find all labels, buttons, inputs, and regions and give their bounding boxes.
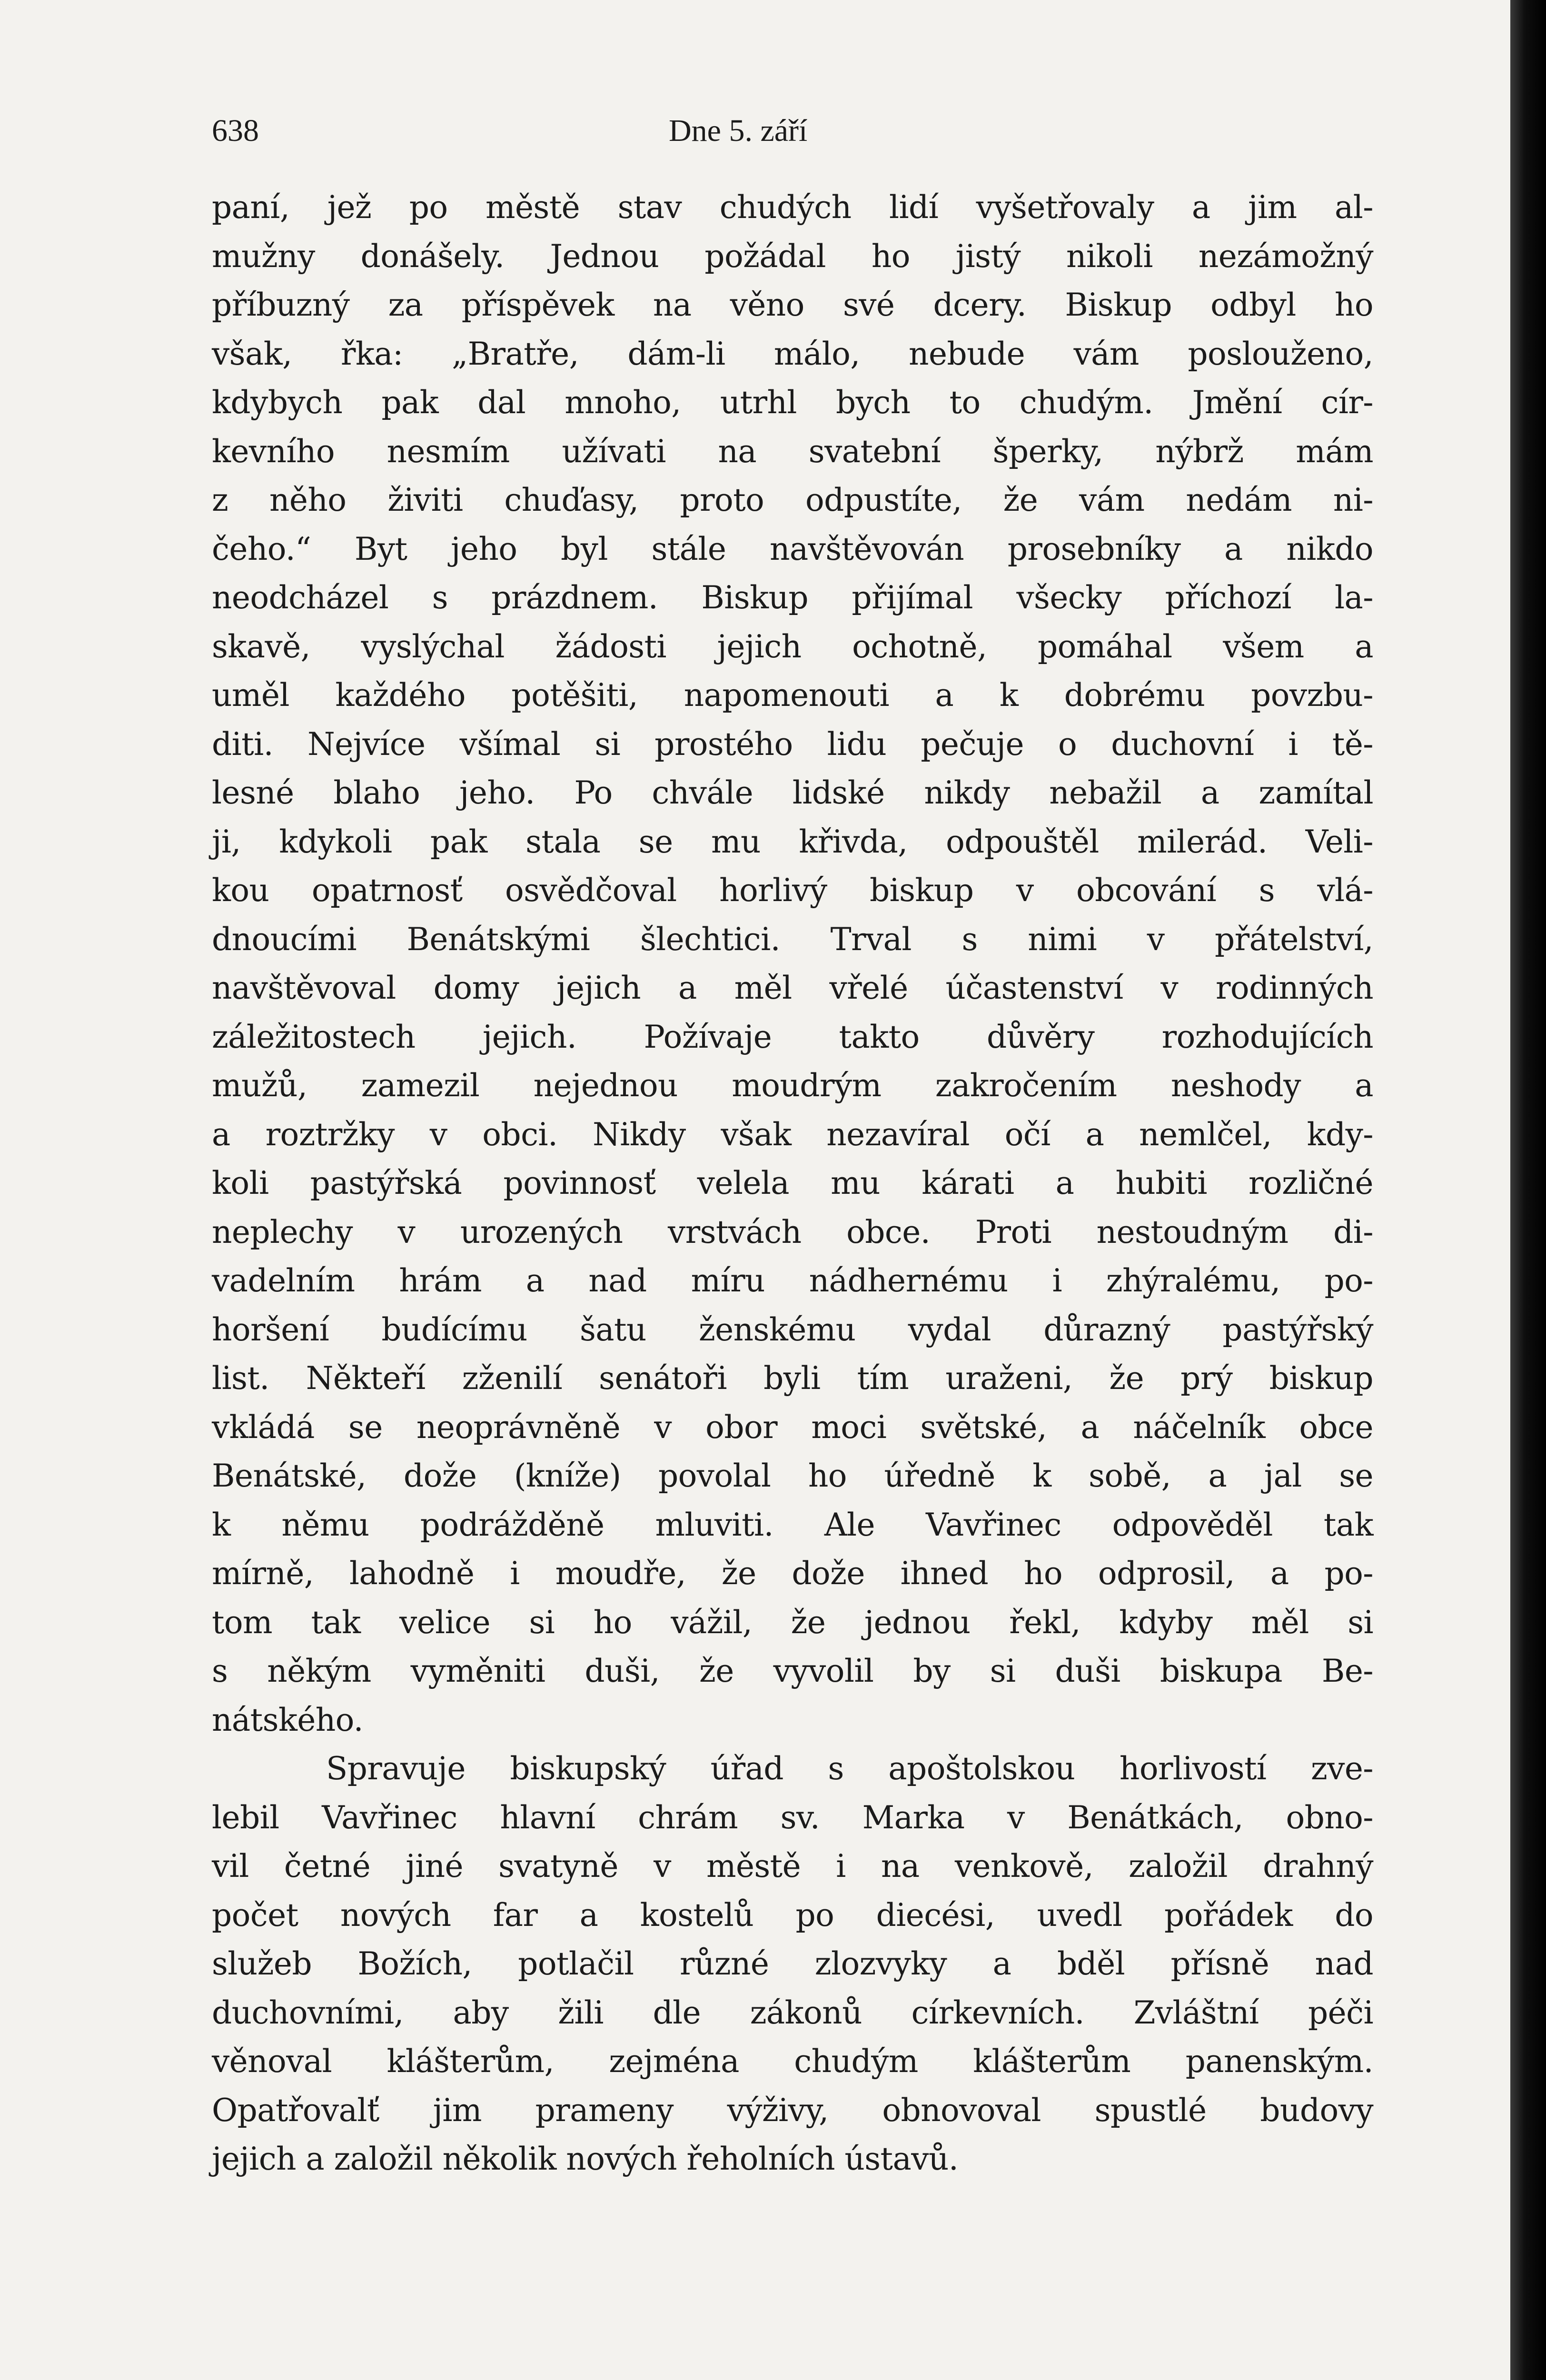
text-line: nátského. [212,1701,363,1738]
text-line: čeho.“ Byt jeho byl stále navštěvován prosebníky a nikdo [212,530,1373,567]
body-text [212,183,1373,2184]
text-line: koli pastýřská povinnosť velela mu kárati a hubiti rozličné [212,1165,1373,1201]
text-line: skavě, vyslýchal žádosti jejich ochotně, pomáhal všem a [212,628,1373,665]
running-head: Dne 5. září [669,113,808,148]
text-line: příbuzný za příspěvek na věno své dcery. Biskup odbyl ho [212,287,1373,323]
text-line: kou opatrnosť osvědčoval horlivý biskup v obcování s vlá- [212,872,1373,909]
paragraph [212,183,1373,1745]
text-line: vadelním hrám a nad míru nádhernému i zhýralému, po- [212,1262,1373,1299]
text-line: lebil Vavřinec hlavní chrám sv. Marka v Benátkách, obno- [212,1799,1373,1836]
text-line: služeb Božích, potlačil různé zlozvyky a bděl přísně nad [212,1945,1373,1982]
text-line: a roztržky v obci. Nikdy však nezavíral očí a nemlčel, kdy- [212,1116,1373,1153]
text-line: z něho živiti chuďasy, proto odpustíte, že vám nedám ni- [212,482,1373,518]
text-line: s někým vyměniti duši, že vyvolil by si duši biskupa Be- [212,1653,1373,1689]
text-line: mužů, zamezil nejednou moudrým zakročením neshody a [212,1067,1373,1104]
text-line: kevního nesmím užívati na svatební šperky, nýbrž mám [212,433,1373,470]
text-line: uměl každého potěšiti, napomenouti a k dobrému povzbu- [212,677,1373,714]
text-line: lesné blaho jeho. Po chvále lidské nikdy nebažil a zamítal [212,774,1373,811]
paragraph [212,1745,1373,2184]
text-line: horšení budícímu šatu ženskému vydal důrazný pastýřský [212,1311,1373,1348]
text-line: ji, kdykoli pak stala se mu křivda, odpouštěl milerád. Veli- [212,823,1373,860]
text-line: neplechy v urozených vrstvách obce. Proti nestoudným di- [212,1213,1373,1250]
text-line: list. Někteří zženilí senátoři byli tím uraženi, že prý biskup [212,1360,1373,1397]
text-line: počet nových far a kostelů po diecési, uvedl pořádek do [212,1896,1373,1934]
text-line: jejich a založil několik nových řeholních ústavů. [212,2141,959,2177]
text-line: Spravuje biskupský úřad s apoštolskou horlivostí zve- [326,1750,1373,1787]
text-line: Opatřovalť jim prameny výživy, obnovoval spustlé budovy [212,2092,1373,2129]
text-line: neodcházel s prázdnem. Biskup přijímal všecky příchozí la- [212,579,1373,616]
text-line: tom tak velice si ho vážil, že jednou řekl, kdyby měl si [212,1604,1373,1641]
page-header [212,107,1387,164]
text-line: kdybych pak dal mnoho, utrhl bych to chudým. Jmění cír- [212,384,1373,421]
text-line: mužny donášely. Jednou požádal ho jistý nikoli nezámožný [212,238,1373,275]
text-line: Benátské, dože (kníže) povolal ho úředně k sobě, a jal se [212,1458,1373,1494]
text-line: dnoucími Benátskými šlechtici. Trval s nimi v přátelství, [212,921,1373,958]
text-line: paní, jež po městě stav chudých lidí vyšetřovaly a jim al- [212,189,1373,226]
text-line: duchovními, aby žili dle zákonů církevních. Zvláštní péči [212,1994,1373,2031]
text-line: věnoval klášterům, zejména chudým klášterům panenským. [212,2043,1373,2080]
text-line: navštěvoval domy jejich a měl vřelé účastenství v rodinných [212,970,1373,1006]
text-line: mírně, lahodně i moudře, že dože ihned ho odprosil, a po- [212,1555,1373,1592]
book-spine-shadow [1510,0,1546,2380]
text-line: k němu podrážděně mluviti. Ale Vavřinec odpověděl tak [212,1506,1373,1543]
text-line: vkládá se neoprávněně v obor moci světské, a náčelník obce [212,1408,1373,1446]
page-number: 638 [212,113,259,148]
text-line: záležitostech jejich. Požívaje takto důvěry rozhodujících [212,1018,1373,1055]
text-line: však, řka: „Bratře, dám-li málo, nebude vám poslouženo, [212,335,1373,372]
text-line: diti. Nejvíce všímal si prostého lidu pečuje o duchovní i tě- [212,725,1373,763]
text-line: vil četné jiné svatyně v městě i na venkově, založil drahný [212,1848,1373,1884]
